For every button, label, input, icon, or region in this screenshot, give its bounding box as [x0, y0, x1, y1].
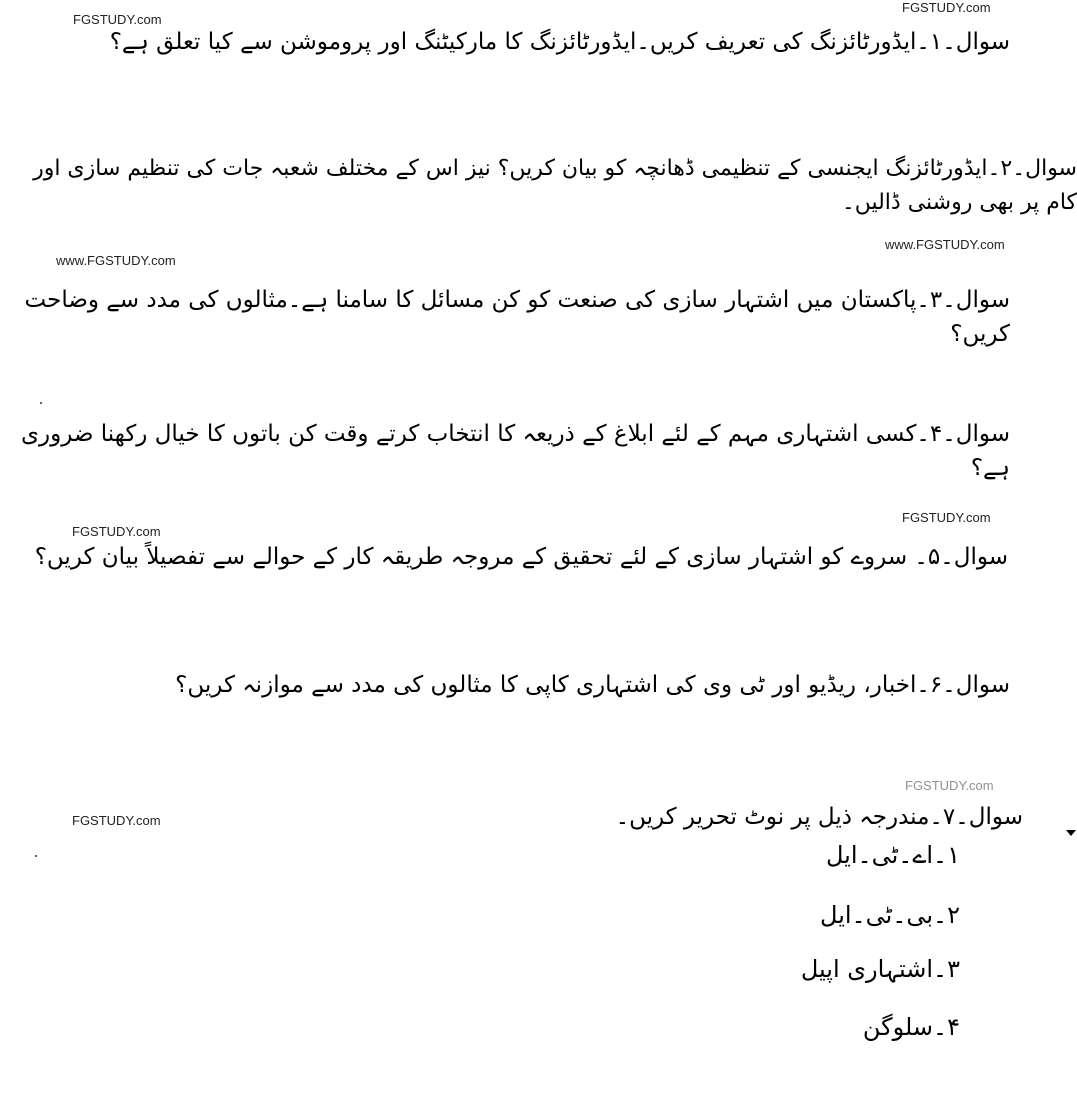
watermark: FGSTUDY.com [902, 510, 991, 525]
scan-speck [40, 402, 42, 404]
question-1: سوال۔۱۔ایڈورٹائزنگ کی تعریف کریں۔ایڈورٹائزنگ کا مارکیٹنگ اور پروموشن سے کیا تعلق ہے؟ [109, 29, 1010, 55]
note-item: ۳۔اشتہاری اپیل [800, 955, 960, 983]
watermark: FGSTUDY.com [905, 778, 994, 793]
scan-speck [35, 855, 37, 857]
question-3: سوال۔۳۔پاکستان میں اشتہار سازی کی صنعت کو کن مسائل کا سامنا ہے۔مثالوں کی مدد سے وضاحت کریں؟ [24, 287, 1010, 347]
watermark: FGSTUDY.com [72, 524, 161, 539]
note-item: ۱۔اے۔ٹی۔ایل [825, 841, 960, 869]
question-5: سوال۔۵۔ سروے کو اشتہار سازی کے لئے تحقیق کے مروجہ طریقہ کار کے حوالے سے تفصیلاً بیان کریں؟ [34, 544, 1008, 570]
watermark: FGSTUDY.com [73, 12, 162, 27]
note-item: ۲۔بی۔ٹی۔ایل [820, 901, 960, 929]
note-item: ۴۔سلوگن [862, 1013, 960, 1041]
question-6: سوال۔۶۔اخبار، ریڈیو اور ٹی وی کی اشتہاری کاپی کا مثالوں کی مدد سے موازنہ کریں؟ [175, 672, 1010, 698]
scroll-down-arrow-icon [1066, 830, 1076, 836]
question-2: سوال۔۲۔ایڈورٹائزنگ ایجنسی کے تنظیمی ڈھانچہ کو بیان کریں؟ نیز اس کے مختلف شعبہ جات کی تنظیم سازی اور کام پر بھی روشنی ڈالیں۔ [33, 156, 1077, 215]
question-4: سوال۔۴۔کسی اشتہاری مہم کے لئے ابلاغ کے ذریعہ کا انتخاب کرتے وقت کن باتوں کا خیال رکھنا ضروری ہے؟ [21, 421, 1010, 481]
watermark: FGSTUDY.com [902, 0, 991, 15]
watermark: www.FGSTUDY.com [885, 237, 1005, 252]
watermark: FGSTUDY.com [72, 813, 161, 828]
watermark: www.FGSTUDY.com [56, 253, 176, 268]
question-7: سوال۔۷۔مندرجہ ذیل پر نوٹ تحریر کریں۔ [615, 804, 1023, 830]
